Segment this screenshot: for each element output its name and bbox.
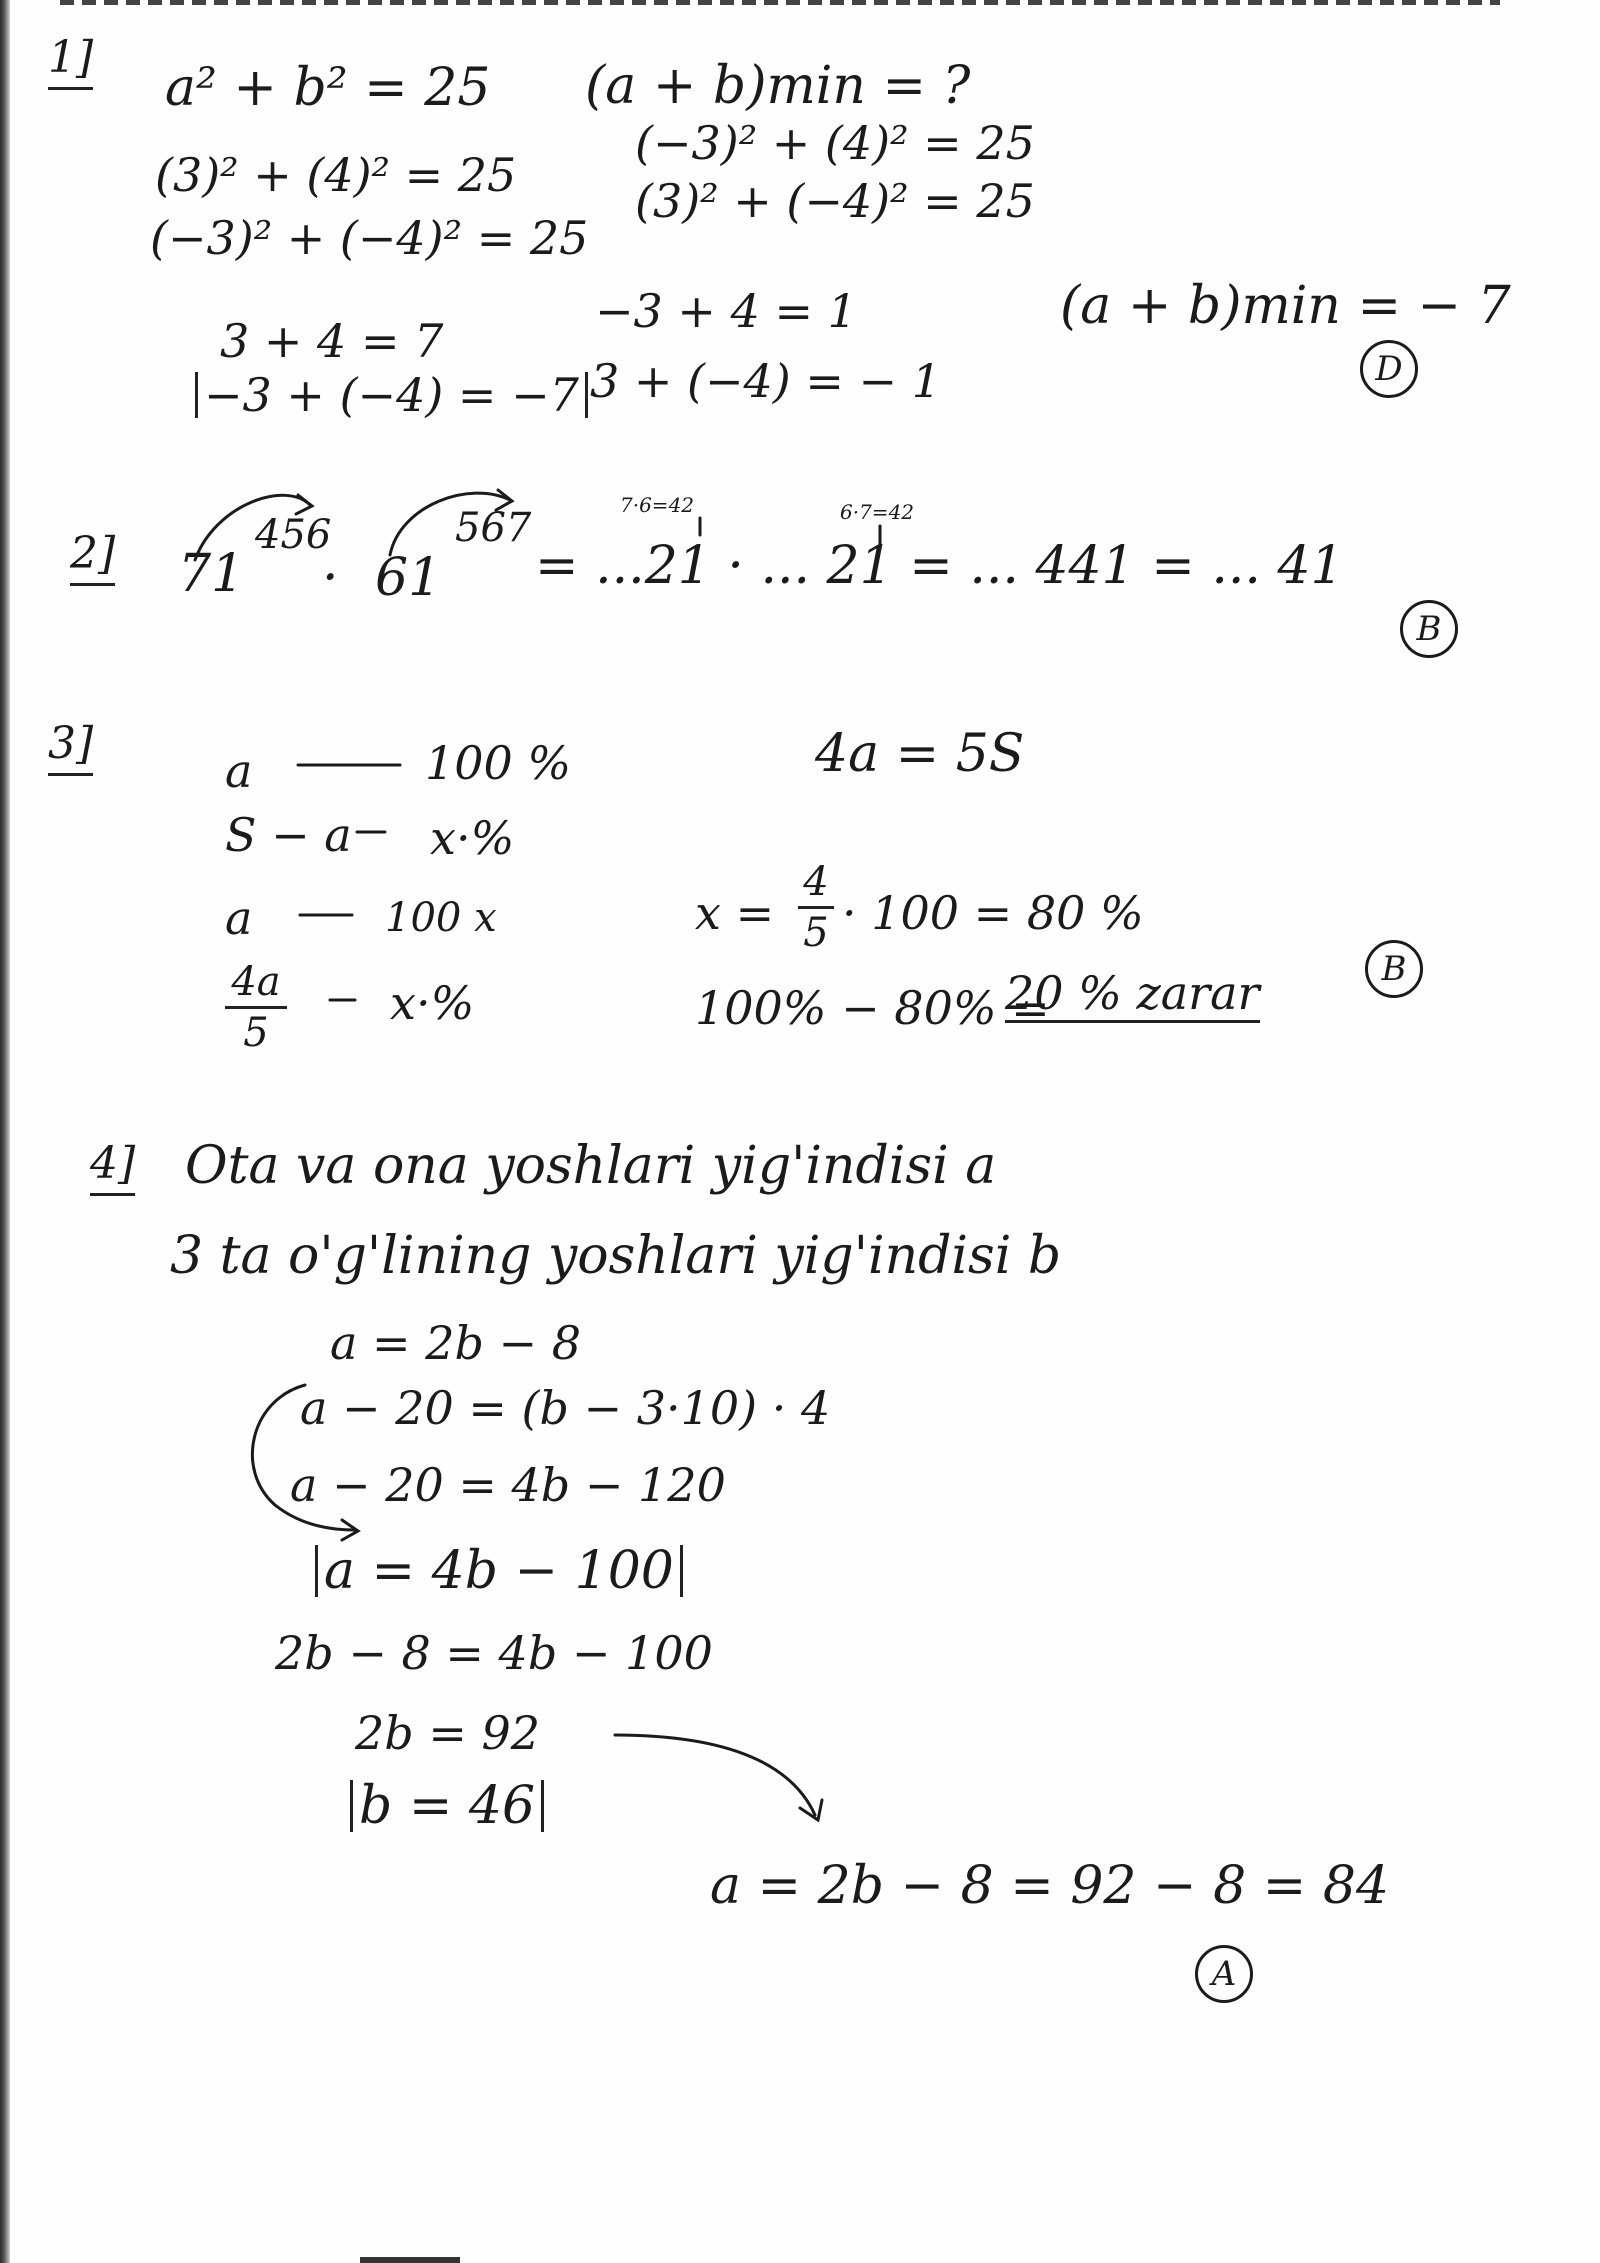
p1-sum-1: 3 + 4 = 7 — [220, 314, 444, 368]
p1-case-4: (3)² + (−4)² = 25 — [635, 174, 1035, 228]
p3-x-eq: x = — [695, 886, 775, 940]
p3-row3-right: 100 x — [385, 895, 497, 941]
p3-conclusion: 20 % zarar — [1005, 970, 1260, 1023]
p4-eq-7: b = 46 — [350, 1780, 544, 1832]
p3-row4-num: 4a — [231, 959, 281, 1005]
problem-3-number: 3] — [48, 718, 93, 776]
p4-arrow-1 — [275, 1505, 355, 1530]
p1-sum-3: −3 + (−4) = −7 — [195, 372, 588, 418]
p4-final: a = 2b − 8 = 92 − 8 = 84 — [710, 1856, 1390, 1916]
p3-row2-left: S − a — [225, 808, 352, 862]
p3-fraction-den: 5 — [803, 910, 829, 956]
p1-question: (a + b)min = ? — [585, 56, 971, 116]
p2-arrow-1 — [195, 495, 310, 560]
p3-row4-den: 5 — [243, 1010, 269, 1056]
p3-fraction-num: 4 — [803, 859, 829, 905]
p3-row2-right: x·% — [430, 811, 515, 865]
p2-arrow-2-head — [496, 490, 512, 510]
p1-result: (a + b)min = − 7 — [1060, 276, 1511, 336]
p4-arrow-2 — [615, 1735, 815, 1815]
p3-row1-right: 100 % — [425, 736, 572, 790]
p2-note-2: 6·7=42 — [840, 500, 915, 524]
p3-row3-left: a — [225, 891, 253, 945]
p2-base-1: 71 — [178, 544, 245, 604]
p4-eq-3: a − 20 = 4b − 120 — [290, 1458, 726, 1512]
p3-relation: 4a = 5S — [815, 724, 1025, 784]
p2-chain: = ...21 · ... 21 = ... 441 = ... 41 — [535, 536, 1344, 596]
p3-answer-letter: B — [1381, 949, 1407, 989]
p3-row4-right: x·% — [390, 976, 475, 1030]
p1-sum-2: −3 + 4 = 1 — [595, 284, 857, 338]
p2-exponent-2: 567 — [455, 505, 532, 551]
p4-eq-2: a − 20 = (b − 3·10) · 4 — [300, 1381, 831, 1435]
p3-x-result: · 100 = 80 % — [842, 886, 1144, 940]
p2-note-1: 7·6=42 — [620, 493, 695, 517]
p4-eq-6: 2b = 92 — [355, 1706, 541, 1760]
p1-answer-letter: D — [1375, 349, 1403, 389]
p2-dot: · — [322, 548, 339, 608]
p4-eq-5: 2b − 8 = 4b − 100 — [275, 1626, 713, 1680]
p3-row1-left: a — [225, 744, 253, 798]
problem-4-number: 4] — [90, 1138, 135, 1196]
p1-case-3: (−3)² + (−4)² = 25 — [150, 211, 589, 265]
p4-statement-1: Ota va ona yoshlari yig'indisi a — [185, 1136, 997, 1196]
p2-base-2: 61 — [375, 548, 442, 608]
p4-eq-1: a = 2b − 8 — [330, 1316, 581, 1370]
p4-answer-letter: A — [1211, 1954, 1237, 1994]
p3-difference: 100% − 80% = — [695, 981, 1050, 1035]
p2-exponent-1: 456 — [255, 512, 332, 558]
p1-equation: a² + b² = 25 — [165, 58, 491, 118]
problem-1-number: 1] — [48, 32, 93, 90]
p2-arrow-2 — [390, 493, 510, 555]
p1-case-2: (−3)² + (4)² = 25 — [635, 116, 1035, 170]
p4-eq-4: a = 4b − 100 — [315, 1545, 683, 1597]
p1-sum-4: 3 + (−4) = − 1 — [590, 354, 941, 408]
p2-answer-letter: B — [1416, 609, 1442, 649]
p1-case-1: (3)² + (4)² = 25 — [155, 148, 517, 202]
p4-brace — [252, 1385, 305, 1505]
problem-2-number: 2] — [70, 528, 115, 586]
p4-statement-2: 3 ta o'g'lining yoshlari yig'indisi b — [170, 1226, 1062, 1286]
